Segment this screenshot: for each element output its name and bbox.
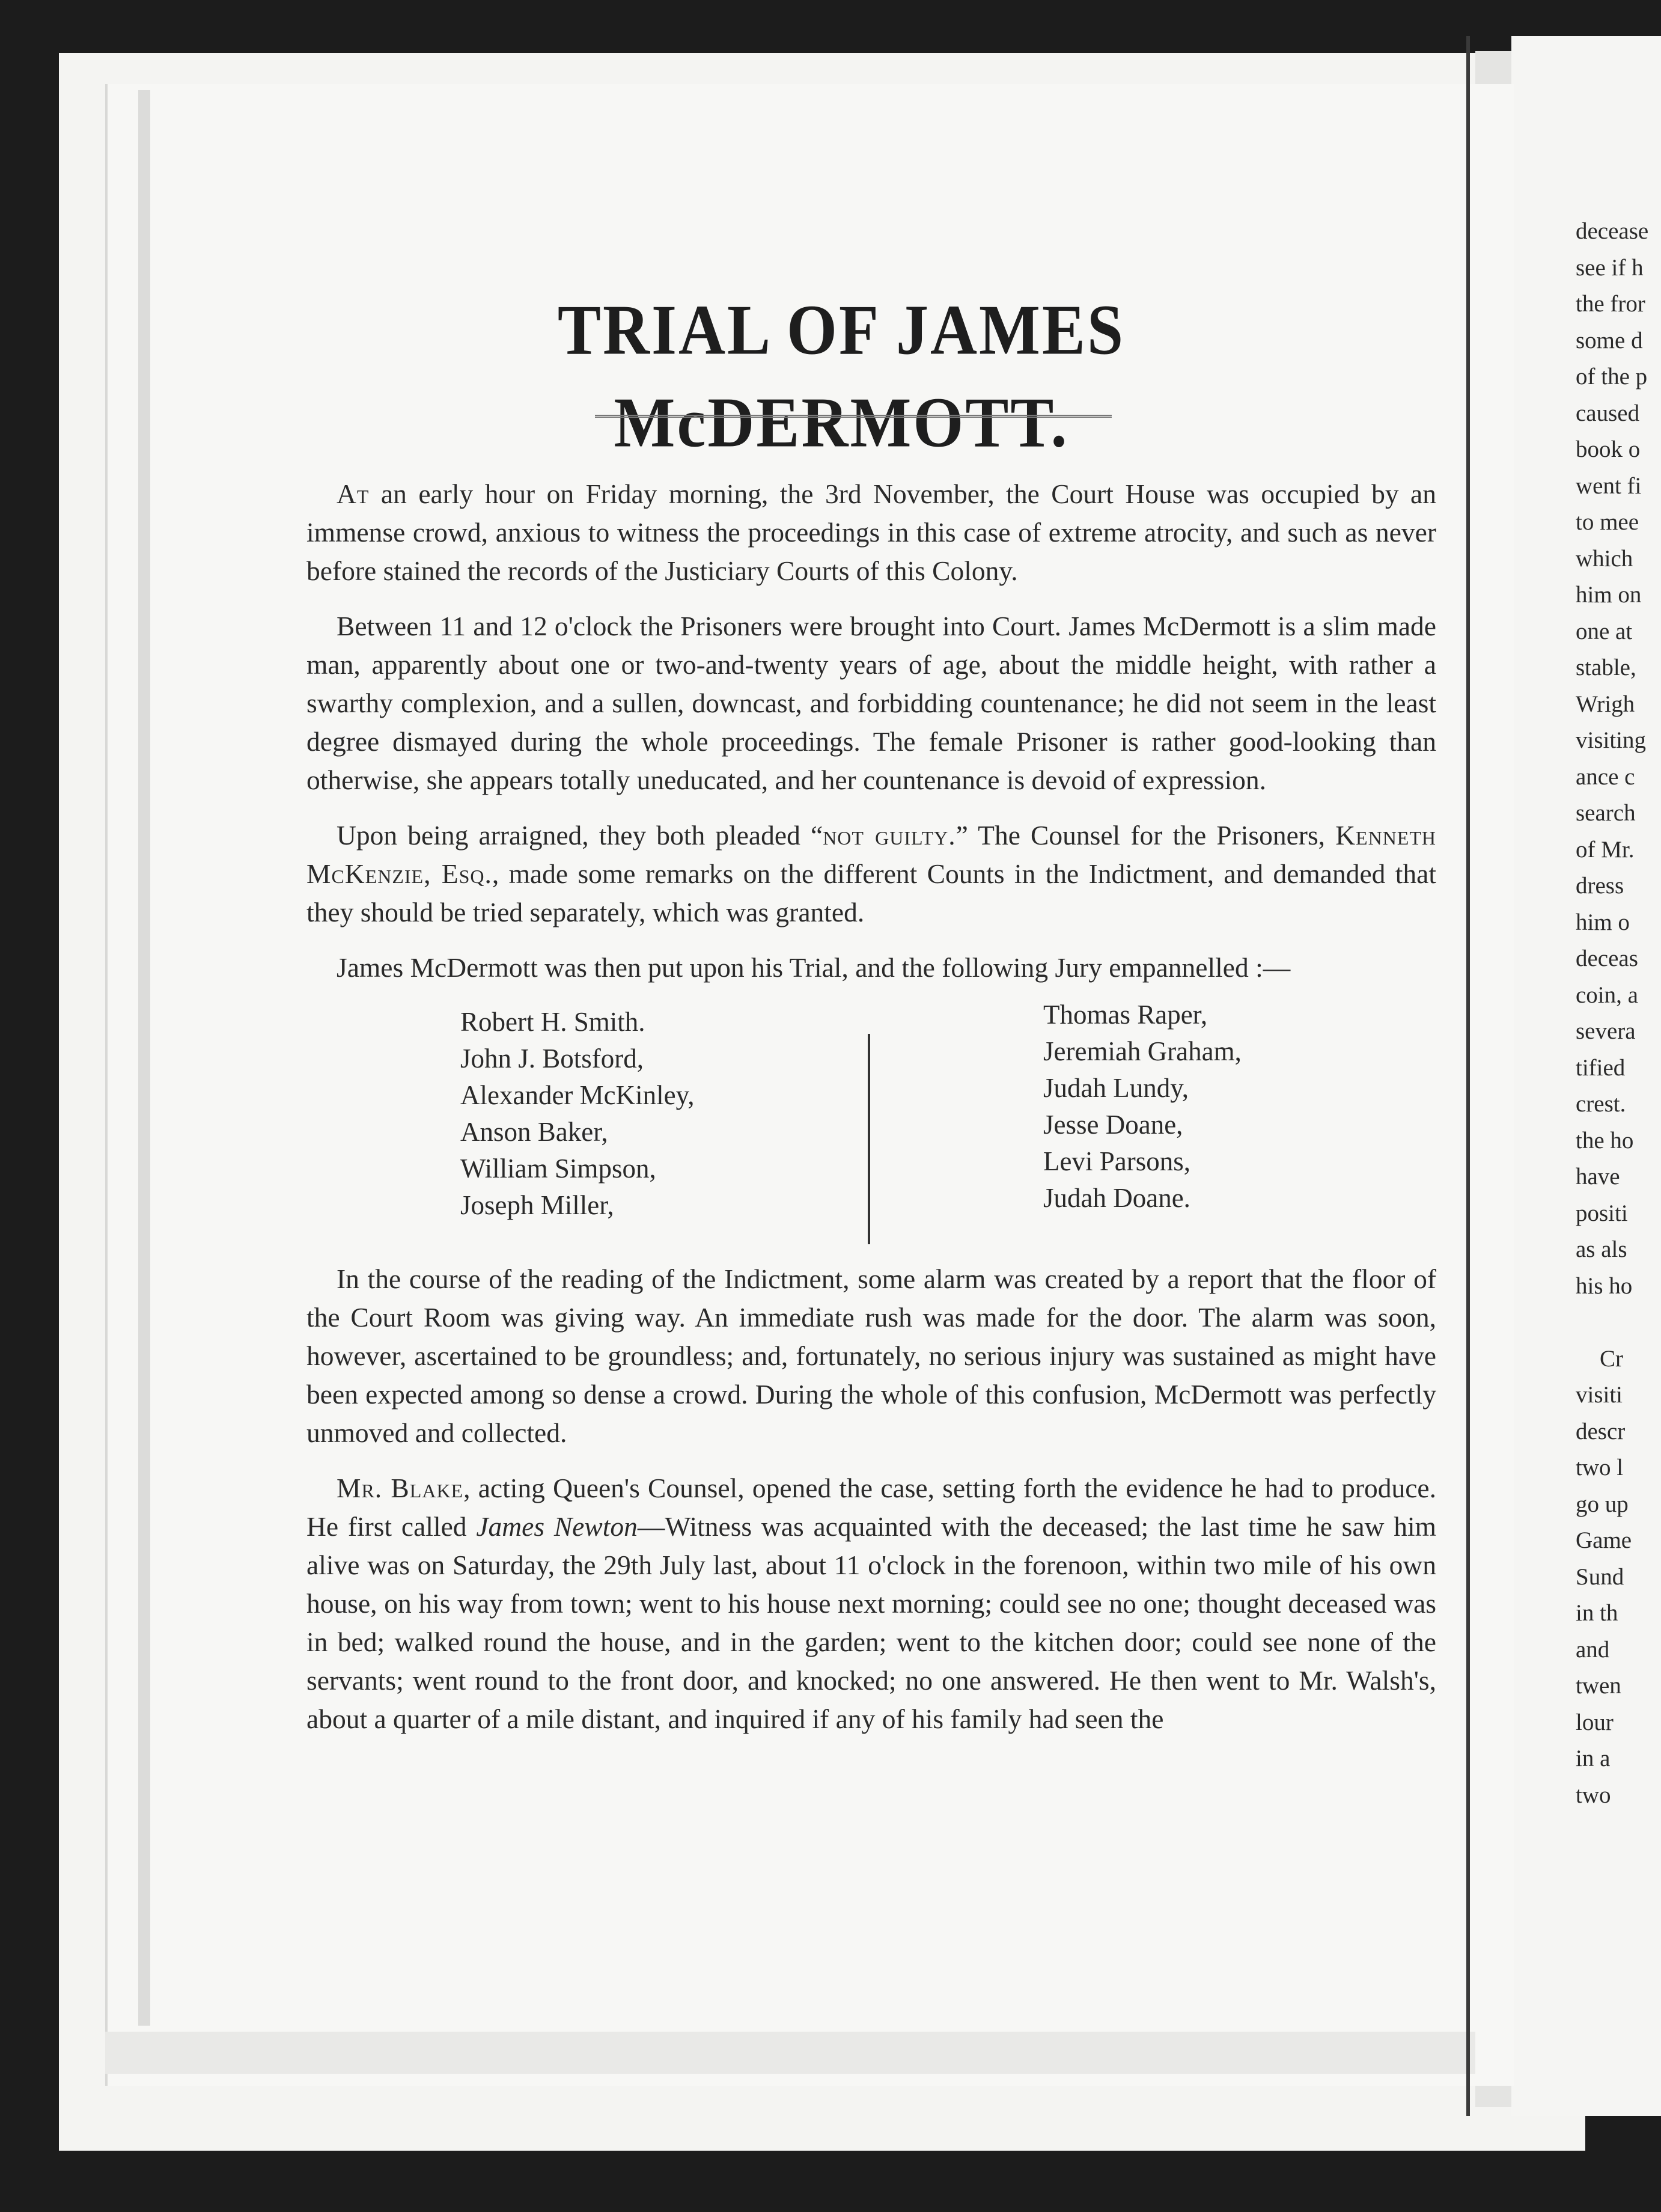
article-body bbox=[306, 475, 1436, 1755]
facing-page-text bbox=[1576, 213, 1660, 1813]
facing-page-line: search bbox=[1576, 800, 1636, 826]
facing-page-line: decease bbox=[1576, 218, 1649, 244]
facing-page-line: have bbox=[1576, 1164, 1620, 1190]
facing-page-line: deceas bbox=[1576, 946, 1638, 971]
juror-name: William Simpson, bbox=[460, 1153, 656, 1184]
facing-page-line: Cr bbox=[1600, 1345, 1623, 1372]
facing-page-line: some d bbox=[1576, 327, 1643, 353]
jury-divider bbox=[868, 1034, 870, 1244]
facing-page-line: twen bbox=[1576, 1673, 1621, 1699]
facing-page-line: caused bbox=[1576, 400, 1640, 426]
facing-page-line: visiting bbox=[1576, 727, 1647, 753]
facing-page-line: and bbox=[1576, 1636, 1610, 1663]
facing-page-line: of the p bbox=[1576, 364, 1648, 390]
opening-text: an early hour on Friday morning, the 3rd November, the Court House was occupied by an immense crowd, anxious to witness the proceedings in this case of extreme atrocity, and such as never before stained the records of the Justiciary Courts of this Colony. bbox=[306, 478, 1436, 586]
facing-page-line: him o bbox=[1576, 909, 1630, 935]
opening-small-caps: At bbox=[337, 478, 370, 509]
facing-page-line: which bbox=[1576, 545, 1633, 572]
paragraph-alarm: In the course of the reading of the Indictment, some alarm was created by a report that the floor of the Court Room was giving way. An immediate rush was made for the door. The alarm was soon, however, ascertained to be groundless; and, fortunately, no serious injury was sustained as might have been expected among so dense a crowd. During the whole of this confusion, McDermott was perfectly unmoved and collected. bbox=[306, 1263, 1436, 1448]
witness-name: James Newton bbox=[476, 1511, 638, 1542]
facing-page-line: severa bbox=[1576, 1018, 1636, 1044]
facing-page-line bbox=[1576, 1304, 1660, 1341]
juror-name: Jeremiah Graham, bbox=[1043, 1036, 1242, 1066]
paragraph-jury-intro: James McDermott was then put upon his Trial, and the following Jury empannelled :— bbox=[337, 952, 1291, 983]
facing-page-line: lour bbox=[1576, 1709, 1614, 1735]
paragraph-prisoners: Between 11 and 12 o'clock the Prisoners were brought into Court. James McDermott is a slim made man, apparently about one or two-and-twenty years of age, about the middle height, with rather a swarthy complexion, and a sullen, downcast, and forbidding countenance; he did not seem in the least degree dismayed during the whole proceedings. The female Prisoner is rather good-looking than otherwise, she appears totally uneducated, and her countenance is devoid of expression. bbox=[306, 611, 1436, 795]
facing-page-line: go up bbox=[1576, 1491, 1629, 1517]
juror-name: Thomas Raper, bbox=[1043, 1000, 1208, 1030]
facing-page-line: went fi bbox=[1576, 472, 1642, 499]
paragraph-arraignment bbox=[306, 816, 1436, 932]
counsel-text-b: —Witness was acquainted with the deceased; the last time he saw him alive was on Saturday, the 29th July last, about 11 o'clock in the forenoon, within two mile of his own house, on his way from town; went to his house next morning; could see no one; thought deceased was in bed; walked round the house, and in the garden; went to the kitchen door; could see none of the servants; went round to the front door, and knocked; no one answered. He then went to Mr. Walsh's, about a quarter of a mile distant, and inquired if any of his family had seen the bbox=[306, 1511, 1436, 1734]
facing-page-line: visiti bbox=[1576, 1382, 1623, 1408]
facing-page-line: his ho bbox=[1576, 1273, 1633, 1299]
juror-name: Judah Lundy, bbox=[1043, 1073, 1189, 1103]
facing-page-line: in a bbox=[1576, 1746, 1611, 1771]
juror-name: Anson Baker, bbox=[460, 1117, 608, 1147]
facing-page-line: him on bbox=[1576, 582, 1642, 608]
facing-page-line: ance c bbox=[1576, 763, 1635, 790]
facing-page-line: Wrigh bbox=[1576, 691, 1635, 717]
facing-page-line: of Mr. bbox=[1576, 836, 1635, 863]
facing-page-line: book o bbox=[1576, 436, 1641, 462]
juror-name: Judah Doane. bbox=[1043, 1183, 1190, 1213]
juror-name: John J. Botsford, bbox=[460, 1043, 644, 1074]
paragraph-opening bbox=[306, 475, 1436, 590]
facing-page-line: two l bbox=[1576, 1455, 1624, 1480]
plea-text: not guilty. bbox=[823, 820, 956, 851]
juror-name: Alexander McKinley, bbox=[460, 1080, 695, 1110]
title-rule bbox=[595, 415, 1112, 418]
book-spine bbox=[1466, 36, 1470, 2116]
facing-page-line: crest. bbox=[1576, 1091, 1626, 1117]
facing-page-line: Game bbox=[1576, 1527, 1632, 1553]
facing-page-line: coin, a bbox=[1576, 982, 1638, 1008]
facing-page-line: in th bbox=[1576, 1600, 1618, 1626]
counsel-name: Kenneth McKenzie, Esq. bbox=[306, 820, 1437, 889]
arraignment-text-b: ” The Counsel for the Prisoners, bbox=[955, 820, 1336, 851]
juror-name: Levi Parsons, bbox=[1043, 1146, 1190, 1176]
facing-page-line: one at bbox=[1576, 618, 1633, 644]
facing-page-line: dress bbox=[1576, 873, 1624, 899]
juror-name: Joseph Miller, bbox=[460, 1190, 614, 1220]
arraignment-text-c: , made some remarks on the different Counts in the Indictment, and demanded that they should be tried separately, which was granted. bbox=[306, 858, 1436, 927]
counsel-text-a: , acting Queen's Counsel, opened the case, setting forth the evidence he had to produce. He first called bbox=[306, 1473, 1436, 1542]
page-left-edge bbox=[138, 90, 150, 2026]
jury-column-right bbox=[1043, 997, 1242, 1217]
facing-page-line: positi bbox=[1576, 1200, 1628, 1226]
paragraph-counsel-opening bbox=[306, 1469, 1436, 1738]
page-bottom-edge bbox=[105, 2032, 1475, 2074]
facing-page-line: as als bbox=[1576, 1236, 1627, 1262]
facing-page-line: the ho bbox=[1576, 1127, 1634, 1153]
counsel-blake: Mr. Blake bbox=[337, 1473, 464, 1503]
facing-page-line: to mee bbox=[1576, 509, 1639, 535]
page-title: TRIAL OF JAMES McDERMOTT. bbox=[557, 291, 1126, 462]
jury-list bbox=[306, 1000, 1436, 1244]
facing-page-line: see if h bbox=[1576, 254, 1644, 281]
arraignment-text-a: Upon being arraigned, they both pleaded “ bbox=[337, 820, 823, 851]
facing-page-line: the fror bbox=[1576, 291, 1645, 317]
facing-page-line: Sund bbox=[1576, 1563, 1624, 1590]
juror-name: Jesse Doane, bbox=[1043, 1110, 1183, 1140]
facing-page-line: stable, bbox=[1576, 655, 1636, 680]
juror-name: Robert H. Smith. bbox=[460, 1007, 645, 1037]
facing-page-line: two bbox=[1576, 1782, 1611, 1808]
jury-column-left bbox=[460, 1004, 694, 1224]
facing-page-line: descr bbox=[1576, 1418, 1626, 1444]
facing-page-line: tified bbox=[1576, 1054, 1626, 1081]
